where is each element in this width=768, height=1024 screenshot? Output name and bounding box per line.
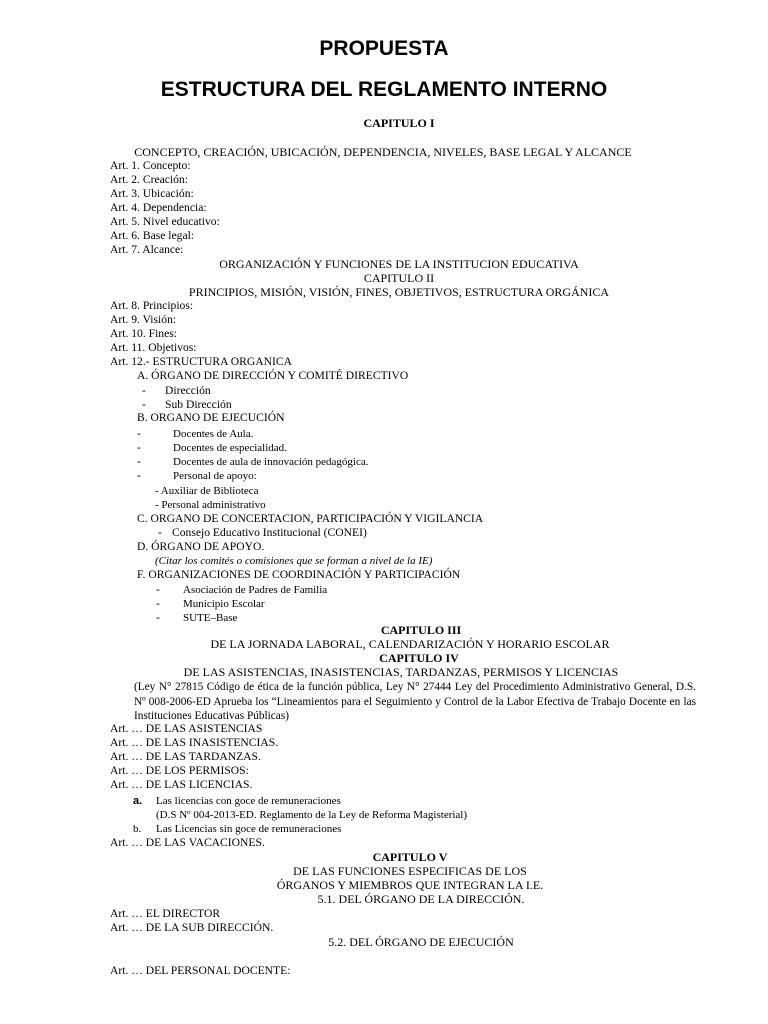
organ-a-label: A. ÓRGANO DE DIRECCIÓN Y COMITÉ DIRECTIVO xyxy=(137,369,409,382)
list-item: Municipio Escolar xyxy=(183,598,265,610)
document-subtitle: ESTRUCTURA DEL REGLAMENTO INTERNO xyxy=(160,78,608,101)
organ-f-label: F. ORGANIZACIONES DE COORDINACIÓN Y PARTICIPACIÓN xyxy=(137,568,461,581)
article-line: Art. 11. Objetivos: xyxy=(110,341,197,354)
article-line: Art. … DE LAS TARDANZAS. xyxy=(110,750,261,763)
organ-d-note: (Citar los comités o comisiones que se forman a nivel de la IE) xyxy=(155,555,433,567)
chapter-1-heading: CAPITULO I xyxy=(363,116,435,130)
list-subitem: - Personal administrativo xyxy=(155,499,266,511)
license-a-marker: a. xyxy=(133,795,143,807)
list-dash: - xyxy=(156,583,160,596)
article-line: Art. 9. Visión: xyxy=(110,313,177,326)
article-line: Art. 7. Alcance: xyxy=(110,243,184,256)
list-item: Docentes de aula de innovación pedagógica. xyxy=(173,456,369,468)
chapter-2-topic: PRINCIPIOS, MISIÓN, VISIÓN, FINES, OBJETIVOS, ESTRUCTURA ORGÁNICA xyxy=(188,285,610,299)
list-item: Docentes de Aula. xyxy=(173,428,254,440)
article-line: Art. … DE LAS ASISTENCIAS xyxy=(110,722,263,735)
license-b: Las Licencias sin goce de remuneraciones xyxy=(156,823,342,835)
chapter-4-legal-basis: (Ley N° 27815 Código de ética de la función pública, Ley N° 27444 Ley del Procedimiento Administrativo General, D.S. Nº 008-2006-ED Aprueba los “Lineamientos para el Seguimiento y Control de la Labor Efectiva de Trabajo Docente en las Instituciones Educativas Públicas) xyxy=(134,681,696,722)
license-a: Las licencias con goce de remuneraciones xyxy=(156,795,341,807)
article-line: Art. … DEL PERSONAL DOCENTE: xyxy=(110,964,291,977)
organ-b-label: B. ORGANO DE EJECUCIÓN xyxy=(137,411,285,424)
list-dash: - xyxy=(137,441,141,454)
list-dash: - xyxy=(137,427,141,440)
list-item: SUTE–Base xyxy=(183,612,238,624)
list-dash: - xyxy=(137,455,141,468)
chapter-4-heading: CAPITULO IV xyxy=(379,651,459,665)
list-dash: - xyxy=(156,611,160,624)
list-dash: - xyxy=(142,384,146,397)
list-item: Docentes de especialidad. xyxy=(173,442,287,454)
article-line: Art. 8. Principios: xyxy=(110,299,194,312)
chapter-4-topic: DE LAS ASISTENCIAS, INASISTENCIAS, TARDANZAS, PERMISOS Y LICENCIAS xyxy=(183,665,619,679)
license-a-reference: (D.S Nº 004-2013-ED. Reglamento de la Ley de Reforma Magisterial) xyxy=(156,809,468,821)
list-item: Personal de apoyo: xyxy=(173,470,257,482)
list-subitem: - Auxiliar de Biblioteca xyxy=(155,485,259,497)
article-line: Art. 2. Creación: xyxy=(110,173,188,186)
article-line: Art. 10. Fines: xyxy=(110,327,177,340)
license-b-marker: b. xyxy=(133,823,142,835)
article-line: Art. 5. Nivel educativo: xyxy=(110,215,220,228)
chapter-1-topic: CONCEPTO, CREACIÓN, UBICACIÓN, DEPENDENCIA, NIVELES, BASE LEGAL Y ALCANCE xyxy=(134,145,632,159)
article-line: Art. 4. Dependencia: xyxy=(110,201,207,214)
article-line: Art. … DE LOS PERMISOS: xyxy=(110,764,249,777)
list-item: Sub Dirección xyxy=(165,398,232,411)
list-item: Dirección xyxy=(165,384,211,397)
list-dash: - xyxy=(156,597,160,610)
article-line: Art. 6. Base legal: xyxy=(110,229,195,242)
chapter-2-heading: CAPITULO II xyxy=(363,271,435,285)
list-dash: - xyxy=(137,469,141,482)
article-line: Art. … EL DIRECTOR xyxy=(110,907,221,920)
article-line: Art. … DE LAS LICENCIAS. xyxy=(110,778,253,791)
article-line: Art. … DE LAS VACACIONES. xyxy=(110,836,265,849)
chapter-5-topic-line1: DE LAS FUNCIONES ESPECIFICAS DE LOS xyxy=(293,864,527,878)
organ-d-label: D. ÓRGANO DE APOYO. xyxy=(137,540,265,553)
list-item: Asociación de Padres de Familia xyxy=(183,584,328,596)
section-5-1: 5.1. DEL ÓRGANO DE LA DIRECCIÓN. xyxy=(317,892,525,906)
article-line: Art. 3. Ubicación: xyxy=(110,187,194,200)
section-organizacion: ORGANIZACIÓN Y FUNCIONES DE LA INSTITUCION EDUCATIVA xyxy=(219,257,579,271)
chapter-5-heading: CAPITULO V xyxy=(372,850,448,864)
list-dash: - xyxy=(158,526,162,539)
document-title: PROPUESTA xyxy=(319,37,449,60)
list-item: Consejo Educativo Institucional (CONEI) xyxy=(172,526,367,539)
chapter-3-heading: CAPITULO III xyxy=(380,623,462,637)
article-line: Art. … DE LA SUB DIRECCIÓN. xyxy=(110,921,274,934)
list-dash: - xyxy=(142,398,146,411)
chapter-5-topic-line2: ÓRGANOS Y MIEMBROS QUE INTEGRAN LA I.E. xyxy=(276,878,544,892)
chapter-3-topic: DE LA JORNADA LABORAL, CALENDARIZACIÓN Y HORARIO ESCOLAR xyxy=(210,637,610,651)
article-line: Art. … DE LAS INASISTENCIAS. xyxy=(110,736,279,749)
section-5-2: 5.2. DEL ÓRGANO DE EJECUCIÓN xyxy=(328,935,514,949)
article-line: Art. 12.- ESTRUCTURA ORGANICA xyxy=(110,355,292,368)
organ-c-label: C. ORGANO DE CONCERTACION, PARTICIPACIÓN Y VIGILANCIA xyxy=(137,512,484,525)
article-line: Art. 1. Concepto: xyxy=(110,159,191,172)
